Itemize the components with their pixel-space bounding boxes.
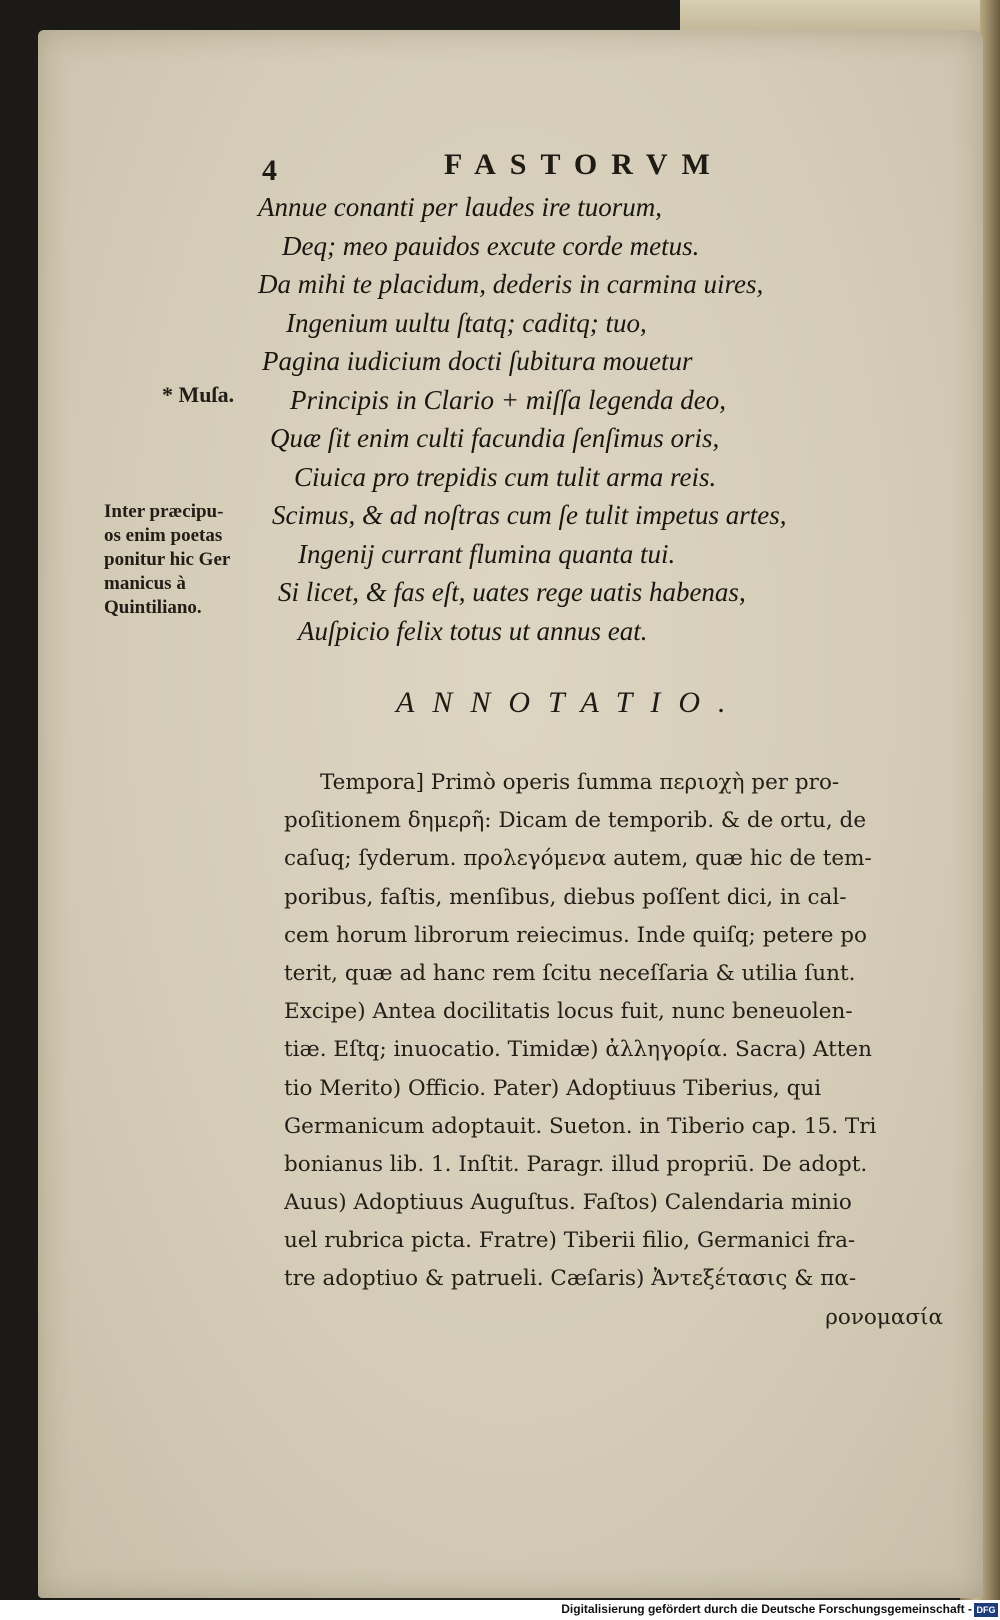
dfg-logo: DFG <box>974 1603 998 1617</box>
margin-note-inter <box>104 500 269 620</box>
commentary-line: ρονομασία <box>825 1304 943 1330</box>
commentary-line: Germanicum adoptauit. Sueton. in Tiberio cap. 15. Tri <box>284 1113 877 1139</box>
margin-note-line: ponitur hic Ger <box>104 549 231 570</box>
margin-note-line: Quintiliano. <box>104 597 202 618</box>
commentary-line: Excipe) Antea docilitatis locus fuit, nunc beneuolen- <box>284 999 853 1025</box>
commentary-block <box>284 764 949 1337</box>
commentary-line: bonianus lib. 1. Inſtit. Paragr. illud propriū. De adopt. <box>284 1151 868 1177</box>
running-title: FASTORVM <box>444 148 724 181</box>
margin-note-line: os enim poetas <box>104 525 223 546</box>
footer-strip <box>0 1600 1000 1620</box>
verse-line: Scimus, & ad noſtras cum ſe tulit impetus artes, <box>272 500 787 530</box>
commentary-line: tre adoptiuo & patrueli. Cæſaris) Ἀντεξέτασις & πα- <box>284 1266 857 1292</box>
verse-block <box>258 188 838 650</box>
verse-line: Ciuica pro trepidis cum tulit arma reis. <box>294 461 717 492</box>
commentary-line: cem horum librorum reiecimus. Inde quiſq; petere po <box>284 922 867 948</box>
margin-note-line: manicus à <box>104 573 186 594</box>
commentary-line: Auus) Adoptiuus Auguſtus. Faſtos) Calendaria minio <box>284 1190 852 1216</box>
commentary-line: tio Merito) Officio. Pater) Adoptiuus Tiberius, qui <box>284 1075 822 1101</box>
commentary-line: uel rubrica picta. Fratre) Tiberii filio, Germanici fra- <box>284 1228 856 1254</box>
verse-line: Da mihi te placidum, dederis in carmina uires, <box>258 269 764 299</box>
commentary-line: caſuq; ſyderum. προλεγόμενα autem, quæ hic de tem- <box>284 846 872 872</box>
verse-line: Pagina iudicium docti ſubitura mouetur <box>262 346 693 376</box>
page-header <box>262 148 802 188</box>
verse-line: Auſpicio felix totus ut annus eat. <box>298 615 648 646</box>
commentary-line: poribus, faſtis, menſibus, diebus poſſent dici, in cal- <box>284 884 847 910</box>
verse-line: Annue conanti per laudes ire tuorum, <box>258 192 662 222</box>
section-heading: ANNOTATIO. <box>396 686 744 719</box>
commentary-line: Tempora] Primò operis ſumma περιοχὴ per pro- <box>320 770 840 795</box>
verse-line: Ingenium uultu ſtatq; caditq; tuo, <box>286 307 647 338</box>
margin-note-line: Inter præcipu- <box>104 501 224 522</box>
funding-credit: Digitalisierung gefördert durch die Deutsche Forschungsgemeinschaft - <box>561 1602 972 1616</box>
verse-line: Si licet, & fas eſt, uates rege uatis habenas, <box>278 577 746 607</box>
commentary-line: poſitionem δημερῆ: Dicam de temporib. & de ortu, de <box>284 808 867 834</box>
commentary-line: tiæ. Eſtq; inuocatio. Timidæ) ἀλληγορία. Sacra) Atten <box>284 1037 872 1063</box>
verse-line: Quæ ſit enim culti facundia ſenſimus oris, <box>270 423 720 453</box>
verse-line: Principis in Clario + miſſa legenda deo, <box>290 384 726 415</box>
margin-note-musa: * Muſa. <box>162 382 235 407</box>
page-number: 4 <box>262 154 277 187</box>
verse-line: Ingenij currant flumina quanta tui. <box>298 538 676 569</box>
verse-line: Deq; meo pauidos excute corde metus. <box>282 230 700 261</box>
commentary-line: terit, quæ ad hanc rem ſcitu neceſſaria & utilia ſunt. <box>284 960 856 986</box>
